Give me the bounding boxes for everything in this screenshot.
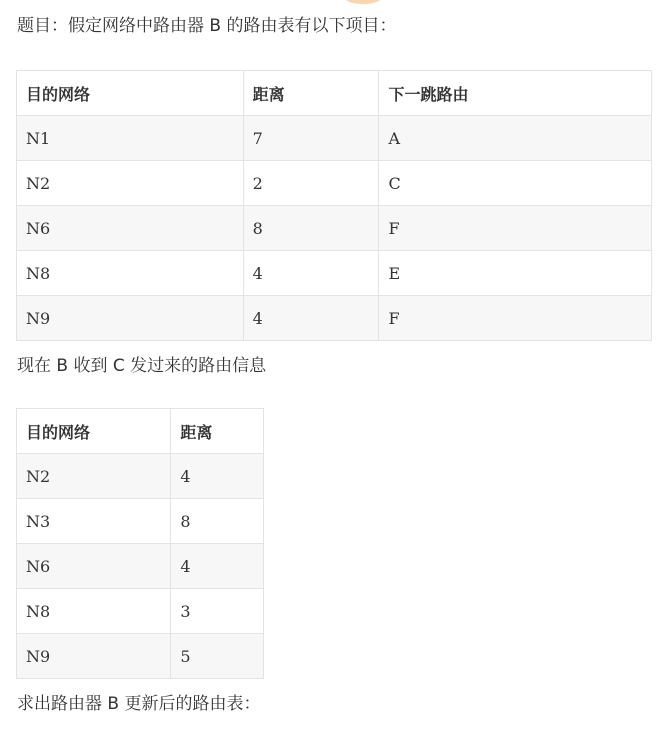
top-decoration: [346, 0, 380, 4]
table-row: [17, 251, 652, 296]
cell-destination: N3: [17, 499, 171, 544]
cell-next-hop: C: [379, 161, 652, 206]
cell-next-hop: F: [379, 296, 652, 341]
table-row: [17, 454, 264, 499]
table-row: [17, 499, 264, 544]
cell-distance: 4: [171, 544, 264, 589]
cell-distance: 2: [243, 161, 379, 206]
table-header-row: [17, 409, 264, 454]
task-prompt: 求出路由器 B 更新后的路由表：: [17, 694, 261, 714]
cell-next-hop: E: [379, 251, 652, 296]
cell-destination: N9: [17, 296, 244, 341]
cell-distance: 3: [171, 589, 264, 634]
received-intro: 现在 B 收到 C 发过来的路由信息: [17, 356, 267, 376]
cell-distance: 5: [171, 634, 264, 679]
header-next-hop: 下一跳路由: [379, 71, 652, 116]
cell-destination: N9: [17, 634, 171, 679]
cell-destination: N2: [17, 161, 244, 206]
cell-destination: N6: [17, 206, 244, 251]
table-row: [17, 634, 264, 679]
routing-table-b: [16, 70, 652, 341]
table-header-row: [17, 71, 652, 116]
cell-distance: 7: [243, 116, 379, 161]
received-routing-table: [16, 408, 264, 679]
question-intro: 题目：假定网络中路由器 B 的路由表有以下项目：: [17, 16, 397, 36]
cell-distance: 4: [243, 296, 379, 341]
header-distance: 距离: [243, 71, 379, 116]
header-distance: 距离: [171, 409, 264, 454]
cell-destination: N8: [17, 251, 244, 296]
table-row: [17, 544, 264, 589]
table-row: [17, 116, 652, 161]
cell-distance: 8: [171, 499, 264, 544]
cell-distance: 4: [243, 251, 379, 296]
header-destination: 目的网络: [17, 409, 171, 454]
cell-distance: 8: [243, 206, 379, 251]
table-row: [17, 206, 652, 251]
cell-next-hop: F: [379, 206, 652, 251]
table-row: [17, 296, 652, 341]
cell-distance: 4: [171, 454, 264, 499]
cell-destination: N6: [17, 544, 171, 589]
table-row: [17, 161, 652, 206]
cell-destination: N2: [17, 454, 171, 499]
table-row: [17, 589, 264, 634]
cell-destination: N1: [17, 116, 244, 161]
header-destination: 目的网络: [17, 71, 244, 116]
cell-destination: N8: [17, 589, 171, 634]
cell-next-hop: A: [379, 116, 652, 161]
